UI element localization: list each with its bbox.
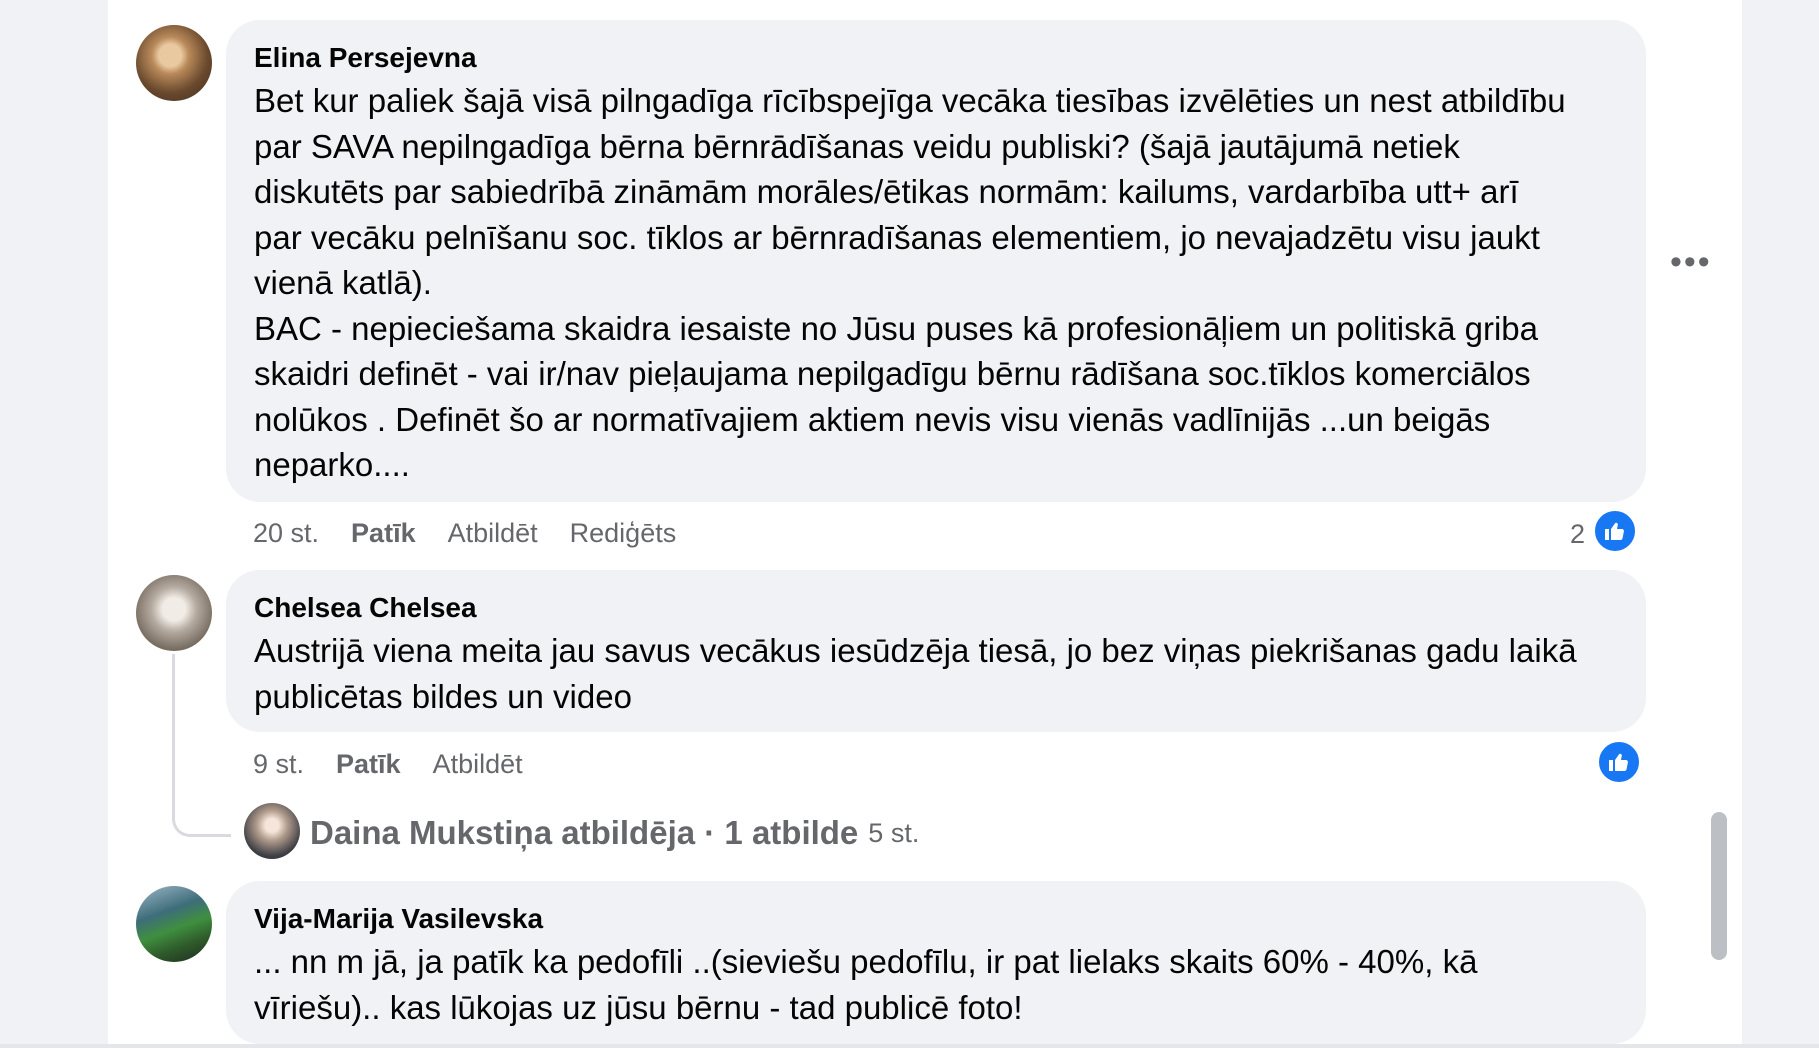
scrollbar-thumb[interactable] (1711, 812, 1727, 960)
comment-actions (253, 749, 555, 780)
comment-author[interactable]: Elina Persejevna (254, 42, 477, 73)
left-gutter (0, 0, 108, 1048)
reply-button[interactable]: Atbildēt (432, 749, 523, 779)
comment-time[interactable]: 9 st. (253, 749, 305, 779)
reply-avatar[interactable] (244, 803, 300, 859)
comment-text: Bet kur paliek šajā visā pilngadīga rīcībspejīga vecāka tiesības izvēlēties un nest atbildību par SAVA nepilngadīga bērna bērnrādīšanas veidu publiski? (šajā jautājumā netiek diskutēts par sabiedrībā zināmām morāles/ētikas normām: kailums, vardarbība utt+ arī par vecāku pelnīšanu soc. tīklos ar bērnradīšanas elementiem, jo nevajadzētu visu jaukt vienā katlā). BAC - nepieciešama skaidra iesaiste no Jūsu puses kā profesionāļiem un politiskā griba skaidri definēt - vai ir/nav pieļaujama nepilgadīgu bērnu rādīšana soc.tīklos komerciālos nolūkos . Definēt šo ar normatīvajiem aktiem nevis visu vienās vadlīnijās ...un beigās neparko.... (254, 82, 1566, 483)
thumbs-up-icon[interactable] (1592, 508, 1638, 554)
comment-bubble (226, 881, 1646, 1044)
avatar[interactable] (136, 886, 212, 962)
like-button[interactable]: Patīk (351, 518, 416, 548)
reply-summary-text[interactable]: Daina Mukstiņa atbildēja · 1 atbilde (310, 814, 859, 851)
comment-actions (253, 518, 708, 549)
reply-thread-line (172, 654, 231, 837)
bottom-edge (0, 1044, 1819, 1048)
right-gutter (1742, 0, 1819, 1048)
comment-bubble (226, 20, 1646, 502)
edited-label[interactable]: Rediģēts (569, 518, 677, 548)
thumbs-up-icon[interactable] (1596, 739, 1642, 785)
avatar[interactable] (136, 25, 212, 101)
reply-button[interactable]: Atbildēt (447, 518, 538, 548)
comment-text: Austrijā viena meita jau savus vecākus iesūdzēja tiesā, jo bez viņas piekrišanas gadu laikā publicētas bildes un video (254, 632, 1577, 715)
comment-author[interactable]: Vija-Marija Vasilevska (254, 903, 544, 934)
comment-time[interactable]: 20 st. (253, 518, 320, 548)
like-button[interactable]: Patīk (336, 749, 401, 779)
avatar[interactable] (136, 575, 212, 651)
reply-summary-time: 5 st. (868, 817, 920, 848)
more-horizontal-icon[interactable]: ••• (1670, 243, 1712, 281)
comment-author[interactable]: Chelsea Chelsea (254, 592, 477, 623)
comment-bubble (226, 570, 1646, 732)
reaction-count[interactable]: 2 (1570, 519, 1586, 549)
view-replies-link[interactable] (310, 811, 919, 855)
comment-text: ... nn m jā, ja patīk ka pedofīli ..(sieviešu pedofīlu, ir pat lielaks skaits 60% - 40%, kā vīriešu).. kas lūkojas uz jūsu bērnu - tad publicē foto! (254, 943, 1478, 1026)
